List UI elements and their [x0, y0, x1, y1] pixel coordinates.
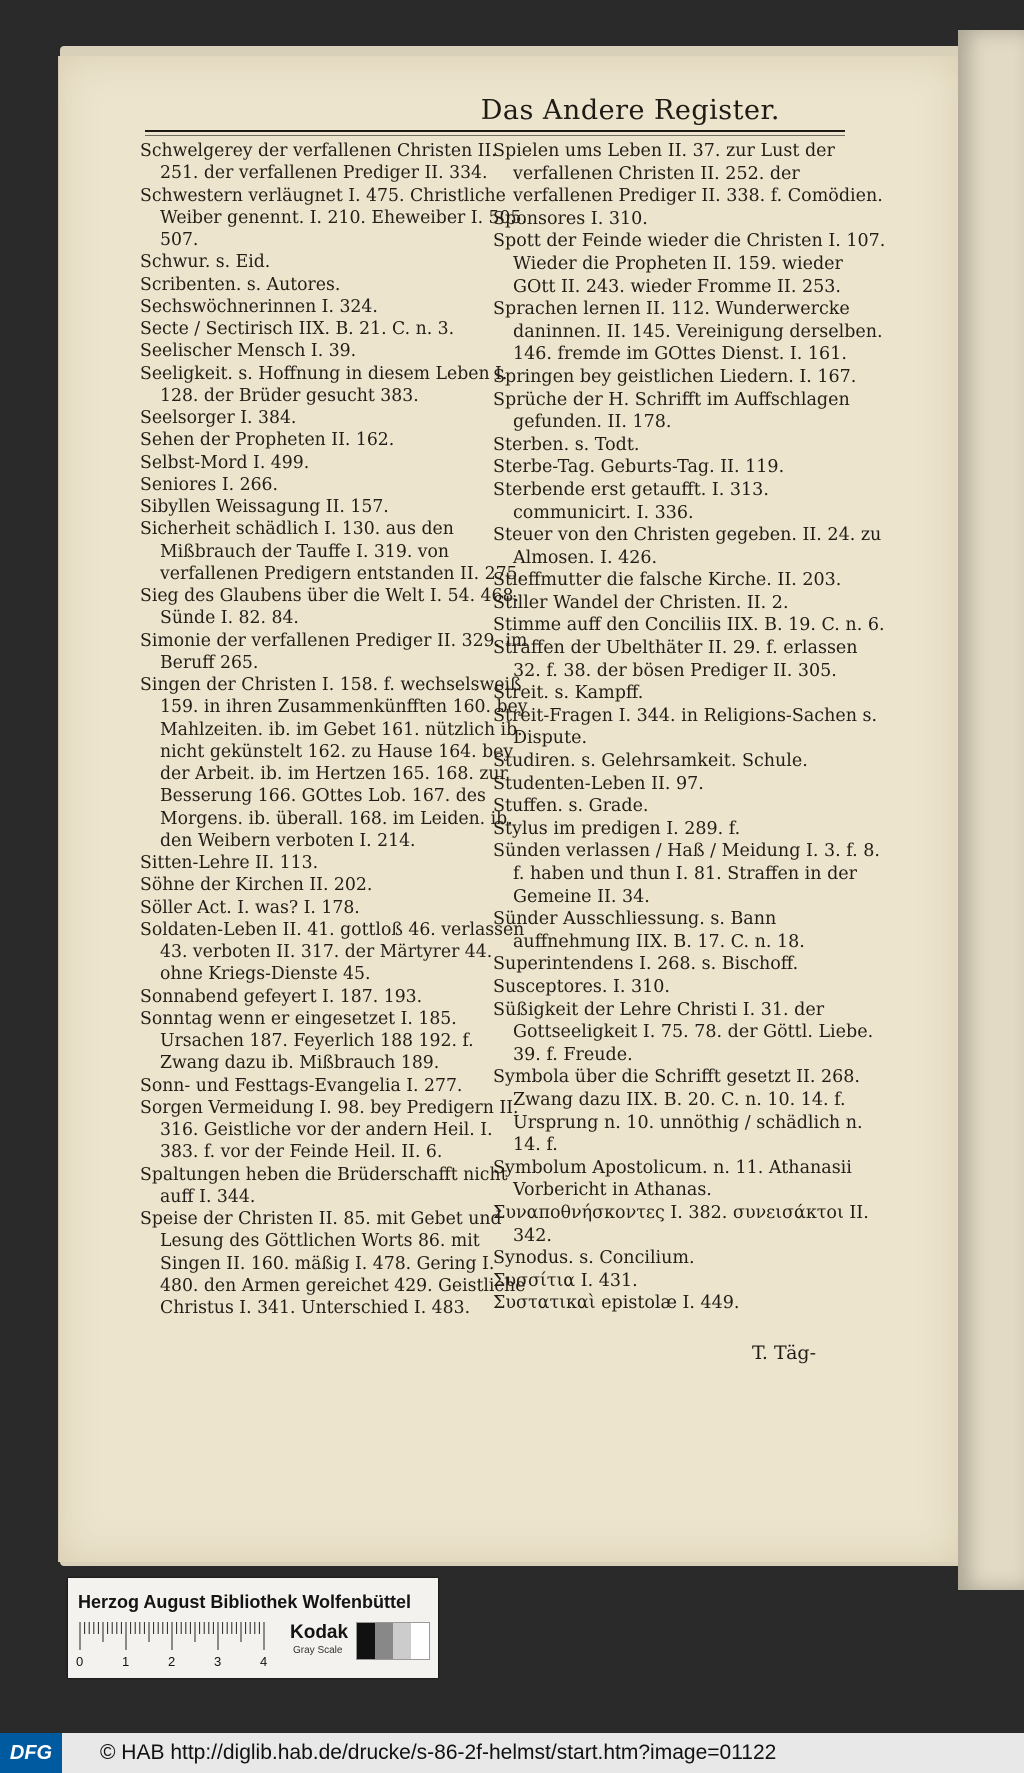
register-entry: Steuer von den Christen gegeben. II. 24. zu Almosen. I. 426. — [493, 525, 882, 568]
register-entry: Soldaten-Leben II. 41. gottloß 46. verlassen 43. verboten II. 317. der Märtyrer 44. ohne Kriegs-Dienste 45. — [140, 919, 525, 985]
register-entry: Stieffmutter die falsche Kirche. II. 203. — [493, 570, 842, 591]
ruler-number: 0 — [76, 1654, 84, 1669]
ruler-number: 3 — [214, 1654, 222, 1669]
register-entry: Synodus. s. Concilium. — [493, 1248, 695, 1269]
register-entry: Συστατικαὶ epistolæ I. 449. — [493, 1293, 740, 1314]
register-entry: Schwestern verläugnet I. 475. Christliche Weiber genennt. I. 210. Eheweiber I. 505. 507. — [140, 185, 527, 250]
register-entry: Symbola über die Schrifft gesetzt II. 268. Zwang dazu IIX. B. 20. C. n. 10. 14. f. Ursprung n. 10. unnöthig / schädlich n. 14. f. — [493, 1067, 863, 1156]
next-page-edge — [958, 30, 1024, 1590]
register-entry: Studenten-Leben II. 97. — [493, 773, 704, 794]
register-entry: Sonntag wenn er eingesetzet I. 185. Ursachen 187. Feyerlich 188 192. f. Zwang dazu ib. Mißbrauch 189. — [140, 1008, 474, 1074]
register-entry: Sünden verlassen / Haß / Meidung I. 3. f. 8. f. haben und thun I. 81. Straffen in der Gemeine II. 34. — [493, 841, 880, 907]
register-entry: Simonie der verfallenen Prediger II. 329. im Beruff 265. — [140, 630, 528, 673]
register-entry: Seniores I. 266. — [140, 474, 279, 495]
register-column-left — [140, 140, 535, 1319]
register-entry: Studiren. s. Gelehrsamkeit. Schule. — [493, 751, 808, 772]
gray-patches — [356, 1622, 430, 1660]
register-entry: Susceptores. I. 310. — [493, 976, 670, 997]
register-entry: Seelischer Mensch I. 39. — [140, 341, 357, 362]
register-entry: Συναποθνήσκοντες I. 382. συνεισάκτοι II. 342. — [493, 1202, 869, 1246]
ruler-number: 4 — [260, 1654, 268, 1669]
register-entry: Springen bey geistlichen Liedern. I. 167. — [493, 366, 857, 387]
register-entry: Straffen der Ubelthäter II. 29. f. erlassen 32. f. 38. der bösen Prediger II. 305. — [493, 638, 858, 681]
calibration-card — [68, 1578, 438, 1678]
register-entry: Söhne der Kirchen II. 202. — [140, 875, 373, 896]
register-entry: Sitten-Lehre II. 113. — [140, 853, 319, 873]
register-entry: Selbst-Mord I. 499. — [140, 452, 310, 473]
register-entry: Sünder Ausschliessung. s. Bann auffnehmung IIX. B. 17. C. n. 18. — [493, 909, 805, 952]
register-entry: Secte / Sectirisch IIX. B. 21. C. n. 3. — [140, 319, 455, 339]
register-entry: Söller Act. I. was? I. 178. — [140, 897, 360, 918]
register-entry: Sterbe-Tag. Geburts-Tag. II. 119. — [493, 457, 785, 478]
register-entry: Symbolum Apostolicum. n. 11. Athanasii Vorbericht in Athanas. — [493, 1157, 852, 1201]
register-entry: Superintendens I. 268. s. Bischoff. — [493, 954, 799, 975]
register-entry: Streit-Fragen I. 344. in Religions-Sachen s. Dispute. — [493, 705, 878, 749]
copyright-link[interactable]: © HAB http://diglib.hab.de/drucke/s-86-2f-helmst/start.htm?image=01122 — [100, 1741, 777, 1764]
register-entry: Streit. s. Kampff. — [493, 683, 644, 704]
register-entry: Seelsorger I. 384. — [140, 408, 297, 428]
dfg-logo: DFG — [0, 1733, 62, 1773]
register-entry: Συσσίτια I. 431. — [493, 1270, 638, 1291]
register-column-right — [493, 140, 888, 1315]
register-entry: Stuffen. s. Grade. — [493, 796, 649, 817]
register-entry: Singen der Christen I. 158. f. wechselsweiß 159. in ihren Zusammenkünfften 160. bey Mahlzeiten. ib. im Gebet 161. nützlich ib. nicht gekünstelt 162. zu Hause 164. bey der Arbeit. ib. im Hertzen 165. 168. zur Besserung 166. GOttes Lob. 167. des Morgens. ib. überall. 168. im Leiden. ib. den Weibern verboten I. 214. — [140, 675, 528, 851]
register-entry: Sibyllen Weissagung II. 157. — [140, 497, 389, 517]
kodak-logo: Kodak — [290, 1622, 349, 1643]
ruler-scale — [76, 1622, 276, 1652]
register-entry: Seeligkeit. s. Hoffnung in diesem Leben I. 128. der Brüder gesucht 383. — [140, 363, 508, 406]
register-entry: Sterbende erst getaufft. I. 313. communicirt. I. 336. — [493, 479, 769, 523]
register-entry: Sprachen lernen II. 112. Wunderwercke daninnen. II. 145. Vereinigung derselben. 146. fremde im GOttes Dienst. I. 161. — [493, 299, 883, 365]
register-entry: Sicherheit schädlich I. 130. aus den Mißbrauch der Tauffe I. 319. von verfallenen Predigern entstanden II. 275. — [140, 519, 524, 584]
catchword: T. Täg- — [752, 1342, 816, 1364]
register-entry: Sterben. s. Todt. — [493, 434, 640, 455]
register-entry: Sechswöchnerinnen I. 324. — [140, 296, 378, 317]
library-name: Herzog August Bibliothek Wolfenbüttel — [78, 1592, 411, 1612]
register-entry: Sonn- und Festtags-Evangelia I. 277. — [140, 1075, 463, 1096]
footer-bar — [0, 1733, 1024, 1773]
register-entry: Spaltungen heben die Brüderschafft nicht auff I. 344. — [140, 1164, 508, 1207]
register-entry: Schwur. s. Eid. — [140, 252, 271, 273]
register-entry: Spott der Feinde wieder die Christen I. 107. Wieder die Propheten II. 159. wieder GOtt II. 243. wieder Fromme II. 253. — [493, 231, 886, 297]
register-entry: Sorgen Vermeidung I. 98. bey Predigern II. 316. Geistliche vor der andern Heil. I. 383. f. vor der Feinde Heil. II. 6. — [140, 1097, 519, 1163]
gray-scale-label: Gray Scale — [293, 1645, 343, 1656]
register-entry: Sponsores I. 310. — [493, 208, 648, 229]
register-entry: Sehen der Propheten II. 162. — [140, 430, 395, 451]
register-entry: Speise der Christen II. 85. mit Gebet und Lesung des Göttlichen Worts 86. mit Singen II. 160. mäßig I. 478. Gering I. 480. den Armen gereichet 429. Geistliche Christus I. 341. Unterschied I. 483. — [140, 1209, 526, 1318]
title-rule-thin — [145, 135, 845, 136]
register-entry: Sieg des Glaubens über die Welt I. 54. 468. Sünde I. 82. 84. — [140, 586, 519, 629]
title-rule — [145, 130, 845, 132]
ruler-number: 2 — [168, 1654, 176, 1669]
register-entry: Stiller Wandel der Christen. II. 2. — [493, 592, 789, 613]
register-entry: Stimme auff den Conciliis IIX. B. 19. C. n. 6. — [493, 615, 885, 636]
register-entry: Schwelgerey der verfallenen Christen II. 251. der verfallenen Prediger II. 334. — [140, 141, 497, 184]
register-entry: Sonnabend gefeyert I. 187. 193. — [140, 986, 423, 1007]
register-entry: Süßigkeit der Lehre Christi I. 31. der Gottseeligkeit I. 75. 78. der Göttl. Liebe. 39. f. Freude. — [493, 999, 874, 1065]
page-title: Das Andere Register. — [480, 95, 780, 126]
register-entry: Sprüche der H. Schrifft im Auffschlagen gefunden. II. 178. — [493, 389, 850, 433]
register-entry: Spielen ums Leben II. 37. zur Lust der verfallenen Christen II. 252. der verfallenen Prediger II. 338. f. Comödien. — [493, 141, 883, 207]
register-entry: Stylus im predigen I. 289. f. — [493, 818, 741, 839]
register-entry: Scribenten. s. Autores. — [140, 274, 341, 295]
ruler-number: 1 — [122, 1654, 130, 1669]
